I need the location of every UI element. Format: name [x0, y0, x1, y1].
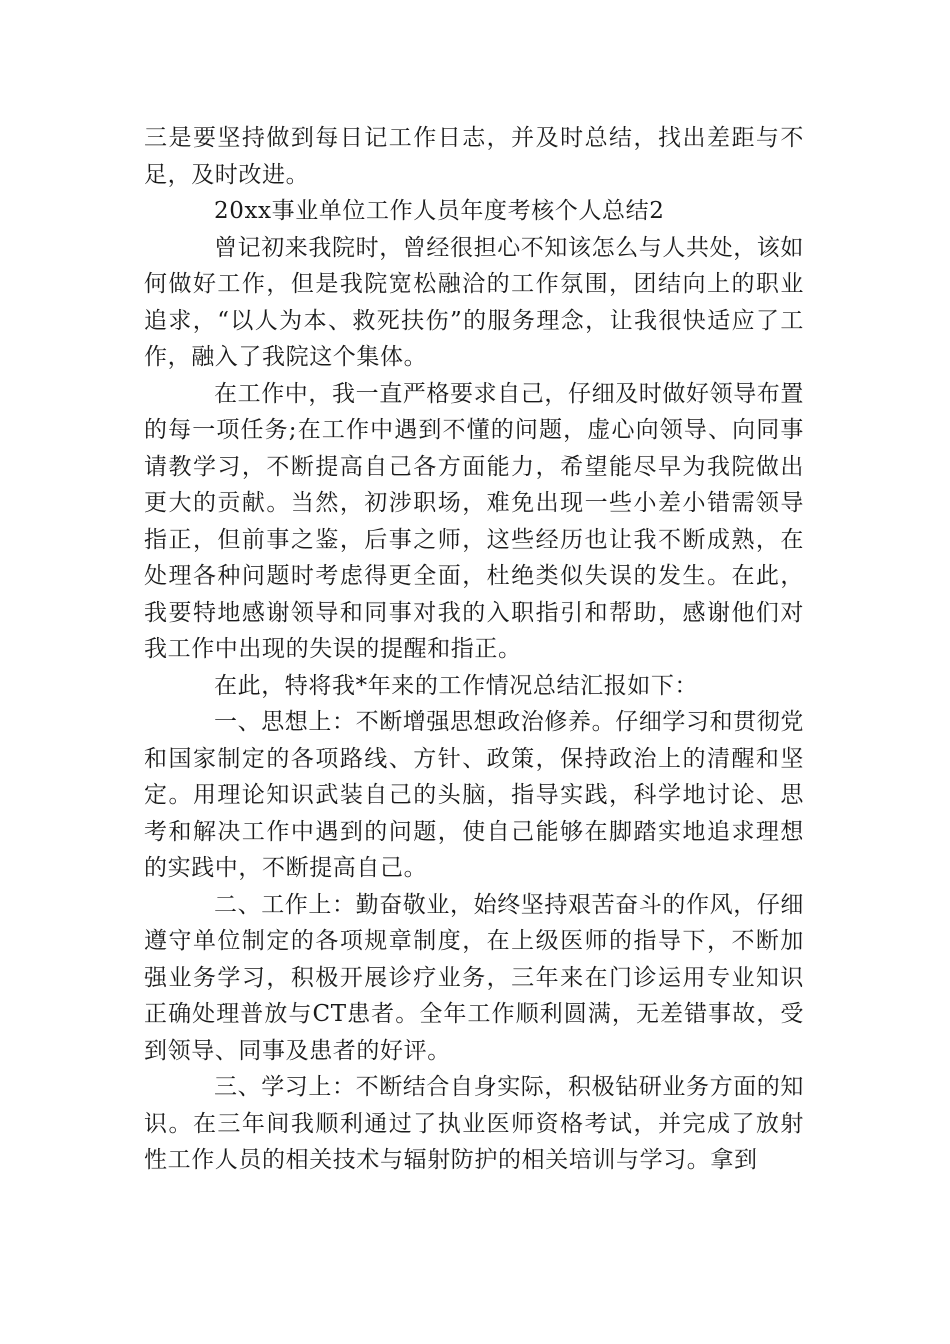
- paragraph-work: 二、工作上：勤奋敬业，始终坚持艰苦奋斗的作风，仔细遵守单位制定的各项规章制度，在上级医师的指导下，不断加强业务学习，积极开展诊疗业务，三年来在门诊运用专业知识正确处理普放与CT患者。全年工作顺利圆满，无差错事故，受到领导、同事及患者的好评。: [144, 891, 804, 1064]
- document-page: [144, 120, 804, 1179]
- paragraph-report-lead: 在此，特将我*年来的工作情况总结汇报如下：: [214, 672, 699, 699]
- paragraph-study: 三、学习上：不断结合自身实际，积极钻研业务方面的知识。在三年间我顺利通过了执业医师资格考试，并完成了放射性工作人员的相关技术与辐射防护的相关培训与学习。拿到: [144, 1074, 804, 1173]
- paragraph-closing-point: 三是要坚持做到每日记工作日志，并及时总结，找出差距与不足，及时改进。: [144, 125, 804, 188]
- paragraph-work-attitude: 在工作中，我一直严格要求自己，仔细及时做好领导布置的每一项任务;在工作中遇到不懂的问题，虚心向领导、向同事请教学习，不断提高自己各方面能力，希望能尽早为我院做出更大的贡献。当然，初涉职场，难免出现一些小差小错需领导指正，但前事之鉴，后事之师，这些经历也让我不断成熟，在处理各种问题时考虑得更全面，杜绝类似失误的发生。在此，我要特地感谢领导和同事对我的入职指引和帮助，感谢他们对我工作中出现的失误的提醒和指正。: [144, 380, 804, 662]
- paragraph-ideology: 一、思想上：不断增强思想政治修养。仔细学习和贯彻党和国家制定的各项路线、方针、政策，保持政治上的清醒和坚定。用理论知识武装自己的头脑，指导实践，科学地讨论、思考和解决工作中遇到的问题，使自己能够在脚踏实地追求理想的实践中，不断提高自己。: [144, 709, 804, 881]
- paragraph-intro: 曾记初来我院时，曾经很担心不知该怎么与人共处，该如何做好工作，但是我院宽松融洽的工作氛围，团结向上的职业追求，“以人为本、救死扶伤”的服务理念，让我很快适应了工作，融入了我院这个集体。: [144, 234, 804, 370]
- section-title: 20xx事业单位工作人员年度考核个人总结2: [214, 198, 665, 224]
